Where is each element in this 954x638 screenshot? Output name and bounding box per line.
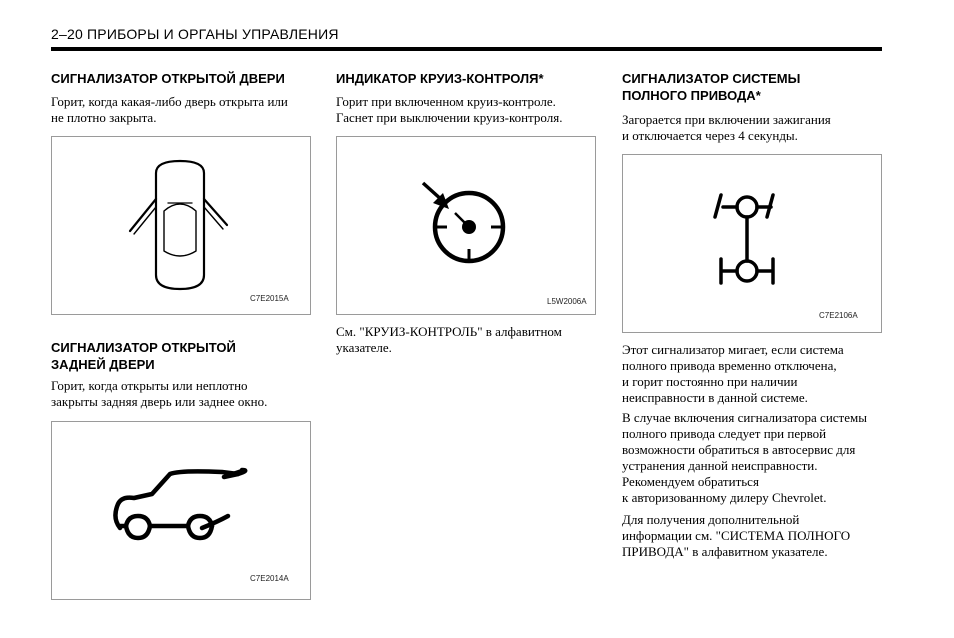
door-warning-title: СИГНАЛИЗАТОР ОТКРЫТОЙ ДВЕРИ <box>51 71 285 86</box>
open-tailgate-icon <box>52 422 310 599</box>
awd-drivetrain-icon <box>623 155 881 332</box>
awd-paragraph-3: Для получения дополнительной информации см. "СИСТЕМА ПОЛНОГО ПРИВОДА" в алфавитном указателе. <box>622 512 851 559</box>
figure-code: C7E2015A <box>250 294 289 303</box>
cruise-indicator-figure <box>336 136 596 315</box>
rear-door-warning-figure <box>51 421 311 600</box>
rear-door-warning-text: Горит, когда открыты или неплотно закрыты задняя дверь или заднее окно. <box>51 378 268 409</box>
cruise-reference-text: См. "КРУИЗ-КОНТРОЛЬ" в алфавитном указателе. <box>336 324 562 355</box>
awd-paragraph-2: В случае включения сигнализатора системы полного привода следует при первой возможности обратиться в автосервис для устранения данной неисправности. Рекомендуем обратиться к авторизованному дилеру Chevrolet. <box>622 410 867 505</box>
open-door-car-icon <box>52 137 310 314</box>
cruise-indicator-text: Горит при включенном круиз-контроле. Гаснет при выключении круиз-контроля. <box>336 94 563 125</box>
figure-code: L5W2006A <box>547 297 587 306</box>
awd-warning-figure <box>622 154 882 333</box>
rear-door-warning-title: СИГНАЛИЗАТОР ОТКРЫТОЙ ЗАДНЕЙ ДВЕРИ <box>51 340 236 372</box>
page-header: 2–20 ПРИБОРЫ И ОРГАНЫ УПРАВЛЕНИЯ <box>51 26 339 42</box>
awd-warning-text: Загорается при включении зажигания и отключается через 4 секунды. <box>622 112 831 143</box>
door-warning-figure <box>51 136 311 315</box>
door-warning-text: Горит, когда какая-либо дверь открыта или не плотно закрыта. <box>51 94 288 125</box>
cruise-control-icon <box>337 137 595 314</box>
figure-code: C7E2106A <box>819 311 858 320</box>
header-rule <box>51 47 882 51</box>
figure-code: C7E2014A <box>250 574 289 583</box>
awd-paragraph-1: Этот сигнализатор мигает, если система полного привода временно отключена, и горит постоянно при наличии неисправности в данной системе. <box>622 342 844 405</box>
cruise-indicator-title: ИНДИКАТОР КРУИЗ-КОНТРОЛЯ* <box>336 71 544 86</box>
awd-warning-title: СИГНАЛИЗАТОР СИСТЕМЫ ПОЛНОГО ПРИВОДА* <box>622 71 801 103</box>
